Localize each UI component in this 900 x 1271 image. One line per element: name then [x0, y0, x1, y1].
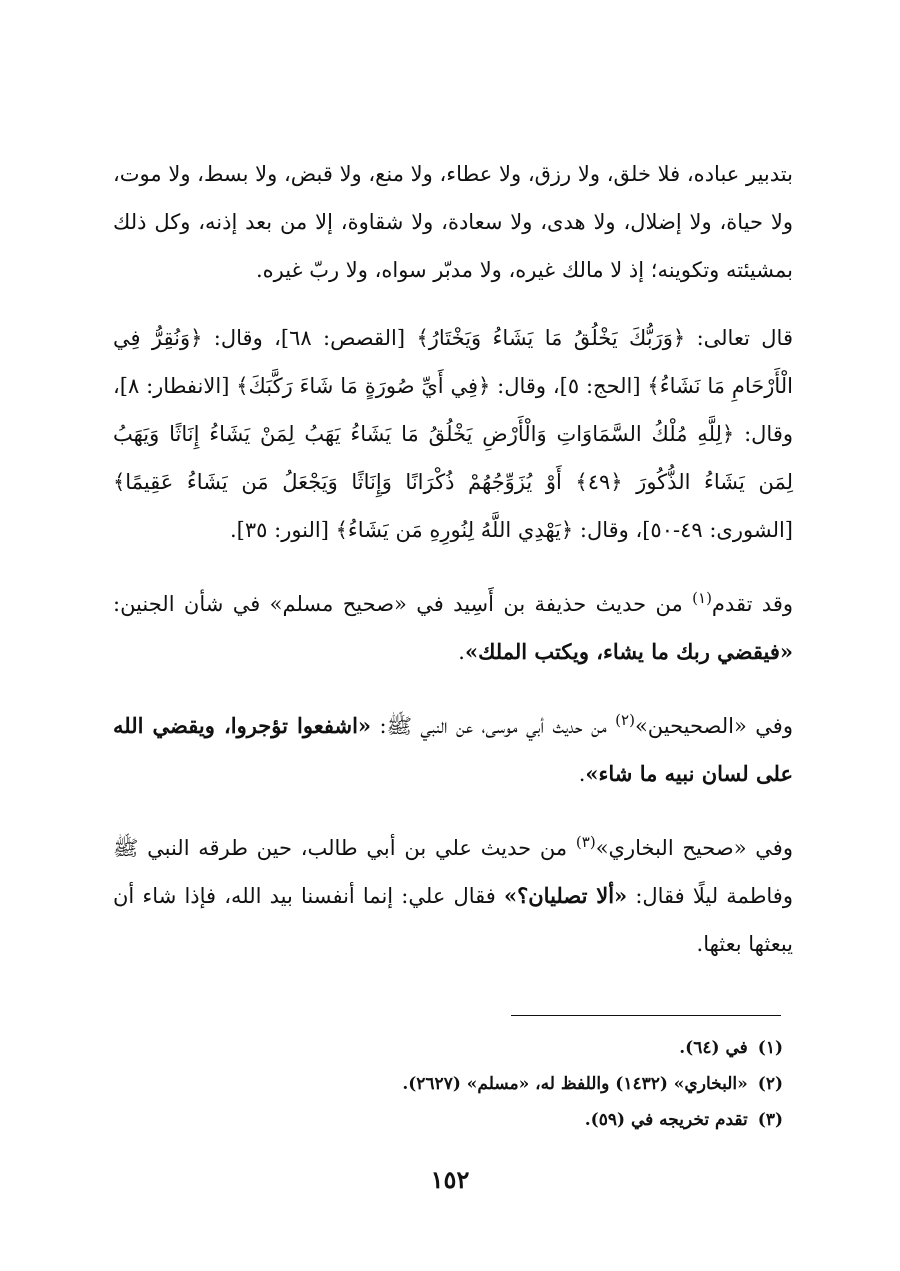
footnote-1: [113, 1030, 783, 1066]
footnote-number: (٣): [757, 1110, 783, 1130]
quran-verse-4: ﴿لِلَّهِ مُلْكُ السَّمَاوَاتِ وَالْأَرْضِ يَخْلُقُ مَا يَشَاءُ يَهَبُ لِمَنْ يَشَاءُ إِنَاثًا وَيَهَبُ لِمَن يَشَاءُ الذُّكُورَ ﴿٤٩﴾ أَوْ يُزَوِّجُهُمْ ذُكْرَانًا وَإِنَاثًا وَيَجْعَلُ مَن يَشَاءُ عَقِيمًا﴾: [113, 422, 793, 494]
footnote-ref-3[interactable]: (٣): [575, 833, 596, 851]
page-number: ١٥٢: [430, 1165, 470, 1194]
footnote-2: [113, 1066, 783, 1102]
footnote-text: تقدم تخريجه في (٥٩).: [584, 1110, 748, 1130]
paragraph-3-text-c: .: [458, 640, 465, 664]
paragraph-4: [113, 696, 793, 798]
paragraph-1: [113, 150, 793, 294]
paragraph-2-text-b: [القصص: ٦٨]، وقال:: [202, 326, 417, 350]
footnote-3: [113, 1102, 783, 1138]
paragraph-4-text-c: .: [578, 762, 586, 786]
footnote-number: (١): [757, 1038, 783, 1058]
quran-verse-3: ﴿فِي أَيِّ صُورَةٍ مَا شَاءَ رَكَّبَكَ﴾: [236, 374, 491, 398]
footnote-number: (٢): [757, 1074, 783, 1094]
paragraph-5: [113, 818, 793, 968]
footnote-ref-2[interactable]: (٢): [615, 711, 635, 729]
paragraph-2-text-a: قال تعالى:: [685, 326, 793, 350]
footnote-text: «البخاري» (١٤٣٢) واللفظ له، «مسلم» (٢٦٢٧).: [402, 1074, 748, 1094]
paragraph-1-text: بتدبير عباده، فلا خلق، ولا رزق، ولا عطاء، ولا منع، ولا قبض، ولا بسط، ولا موت، ولا حياة، ولا إضلال، ولا هدى، ولا سعادة، ولا شقاوة، إلا من بعد إذنه، وكل ذلك بمشيئته وتكوينه؛ إذ لا مالك غيره، ولا مدبّر سواه، ولا ربّ غيره.: [113, 162, 793, 282]
paragraph-5-text-b: من حديث علي بن أبي طالب، حين طرقه النبي ﷺ وفاطمة ليلًا فقال:: [113, 836, 793, 908]
paragraph-2-text-f: [النور: ٣٥].: [230, 518, 336, 542]
hadith-quote-3: «ألا تصليان؟»: [503, 883, 628, 908]
paragraph-4-text-a: وفي «الصحيحين»: [634, 714, 793, 738]
paragraph-2: [113, 314, 793, 554]
hadith-quote-2: «اشفعوا تؤجروا، ويقضي الله على لسان نبيه ما شاء»: [113, 713, 793, 786]
paragraph-2-text-c: [الحج: ٥]، وقال:: [490, 374, 648, 398]
paragraph-5-text-c: فقال علي: إنما أنفسنا بيد الله، فإذا شاء أن يبعثها بعثها.: [113, 884, 793, 956]
paragraph-3-text-a: وقد تقدم: [711, 592, 793, 616]
quran-verse-2: ﴿وَنُقِرُّ فِي الْأَرْحَامِ مَا نَشَاءُ﴾: [113, 326, 794, 398]
quran-verse-5: ﴿يَهْدِي اللَّهُ لِنُورِهِ مَن يَشَاءُ﴾: [335, 518, 574, 542]
quran-verse-1: ﴿وَرَبُّكَ يَخْلُقُ مَا يَشَاءُ وَيَخْتَارُ﴾: [416, 326, 686, 350]
footnotes: [113, 1030, 783, 1138]
footnote-separator: [511, 1015, 781, 1016]
paragraph-3-text-b: من حديث حذيفة بن أَسِيد في «صحيح مسلم» في شأن الجنين:: [113, 592, 693, 616]
page-body: [113, 150, 793, 988]
paragraph-3: [113, 574, 793, 676]
footnote-ref-1[interactable]: (١): [692, 589, 712, 607]
footnote-text: في (٦٤).: [679, 1038, 748, 1058]
hadith-quote-1: «فيقضي ربك ما يشاء، ويكتب الملك»: [464, 639, 793, 664]
paragraph-4-text-b: من حديث أبي موسى، عن النبي ﷺ:: [371, 714, 616, 738]
paragraph-2-text-e: [الشورى: ٤٩-٥٠]، وقال:: [573, 518, 793, 542]
paragraph-2-text-d: [الانفطار: ٨]، وقال:: [113, 374, 793, 446]
paragraph-5-text-a: وفي «صحيح البخاري»: [595, 836, 793, 860]
